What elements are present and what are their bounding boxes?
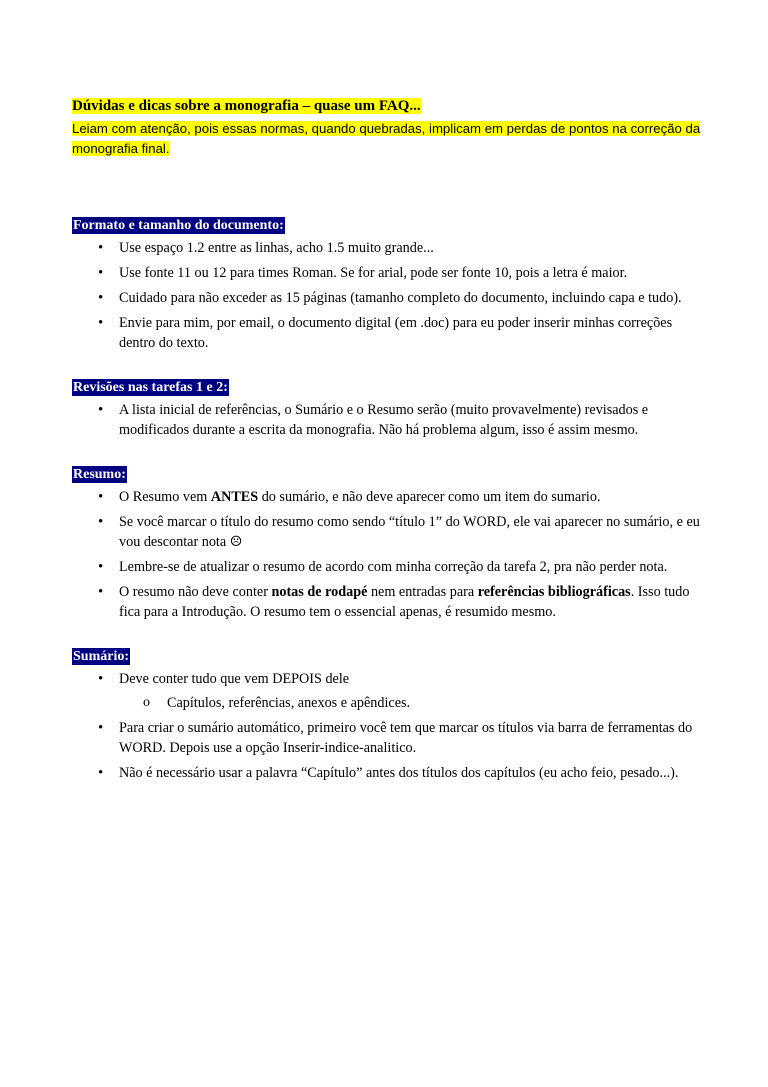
document-title: Dúvidas e dicas sobre a monografia – quase um FAQ... bbox=[72, 98, 421, 114]
list-item: • Para criar o sumário automático, primeiro você tem que marcar os títulos via barra de ferramentas do WORD. Depois use a opção Inserir-indice-analitico. bbox=[98, 720, 693, 756]
bullet-icon: • bbox=[98, 765, 104, 781]
sub-list bbox=[119, 693, 704, 713]
bullet-list bbox=[72, 487, 704, 622]
circle-bullet-icon: o bbox=[143, 695, 150, 710]
bullet-list bbox=[72, 238, 704, 353]
intro-paragraph bbox=[72, 119, 704, 159]
section-heading-formato: Formato e tamanho do documento: bbox=[73, 218, 284, 233]
section-heading-resumo: Resumo: bbox=[73, 467, 126, 482]
sub-list-item: o Capítulos, referências, anexos e apêndices. bbox=[143, 695, 411, 711]
bullet-icon: • bbox=[98, 720, 104, 736]
bullet-list bbox=[72, 400, 704, 440]
bullet-list bbox=[72, 669, 704, 783]
list-item: • O resumo não deve conter notas de rodapé nem entradas para referências bibliográficas. Isso tudo fica para a Introdução. O resumo tem o essencial apenas, é resumido mesmo. bbox=[98, 584, 690, 620]
bullet-icon: • bbox=[98, 514, 104, 530]
bullet-icon: • bbox=[98, 671, 104, 687]
list-item: • Se você marcar o título do resumo como sendo “título 1” do WORD, ele vai aparecer no sumário, e eu vou descontar nota ☹ bbox=[98, 514, 700, 550]
list-item: • Use fonte 11 ou 12 para times Roman. Se for arial, pode ser fonte 10, pois a letra é maior. bbox=[98, 265, 628, 281]
list-item: • Envie para mim, por email, o documento digital (em .doc) para eu poder inserir minhas correções dentro do texto. bbox=[98, 315, 673, 351]
bullet-icon: • bbox=[98, 489, 104, 505]
bullet-icon: • bbox=[98, 584, 104, 600]
bullet-icon: • bbox=[98, 315, 104, 331]
bullet-icon: • bbox=[98, 240, 104, 256]
list-item: • Lembre-se de atualizar o resumo de acordo com minha correção da tarefa 2, pra não perder nota. bbox=[98, 559, 668, 575]
list-item: • Não é necessário usar a palavra “Capítulo” antes dos títulos dos capítulos (eu acho feio, pesado...). bbox=[98, 765, 679, 781]
section-heading-sumario: Sumário: bbox=[73, 649, 129, 664]
section-heading-revisoes: Revisões nas tarefas 1 e 2: bbox=[73, 380, 228, 395]
bullet-icon: • bbox=[98, 290, 104, 306]
intro-text: Leiam com atenção, pois essas normas, quando quebradas, implicam em perdas de pontos na correção da monografia final. bbox=[72, 121, 701, 156]
list-item: • Cuidado para não exceder as 15 páginas (tamanho completo do documento, incluindo capa e tudo). bbox=[98, 290, 682, 306]
section-formato bbox=[72, 215, 704, 353]
bullet-icon: • bbox=[98, 402, 104, 418]
list-item: • Deve conter tudo que vem DEPOIS dele o Capítulos, referências, anexos e apêndices. bbox=[72, 669, 704, 713]
section-revisoes bbox=[72, 377, 704, 440]
section-sumario bbox=[72, 646, 704, 783]
document-title-line bbox=[72, 96, 704, 116]
bullet-icon: • bbox=[98, 559, 104, 575]
list-item: • Use espaço 1.2 entre as linhas, acho 1.5 muito grande... bbox=[98, 240, 434, 256]
bullet-icon: • bbox=[98, 265, 104, 281]
section-resumo bbox=[72, 464, 704, 622]
list-item: • O Resumo vem ANTES do sumário, e não deve aparecer como um item do sumario. bbox=[98, 489, 601, 505]
list-item: • A lista inicial de referências, o Sumário e o Resumo serão (muito provavelmente) revisados e modificados durante a escrita da monografia. Não há problema algum, isso é assim mesmo. bbox=[98, 402, 649, 438]
document-page bbox=[72, 96, 704, 783]
